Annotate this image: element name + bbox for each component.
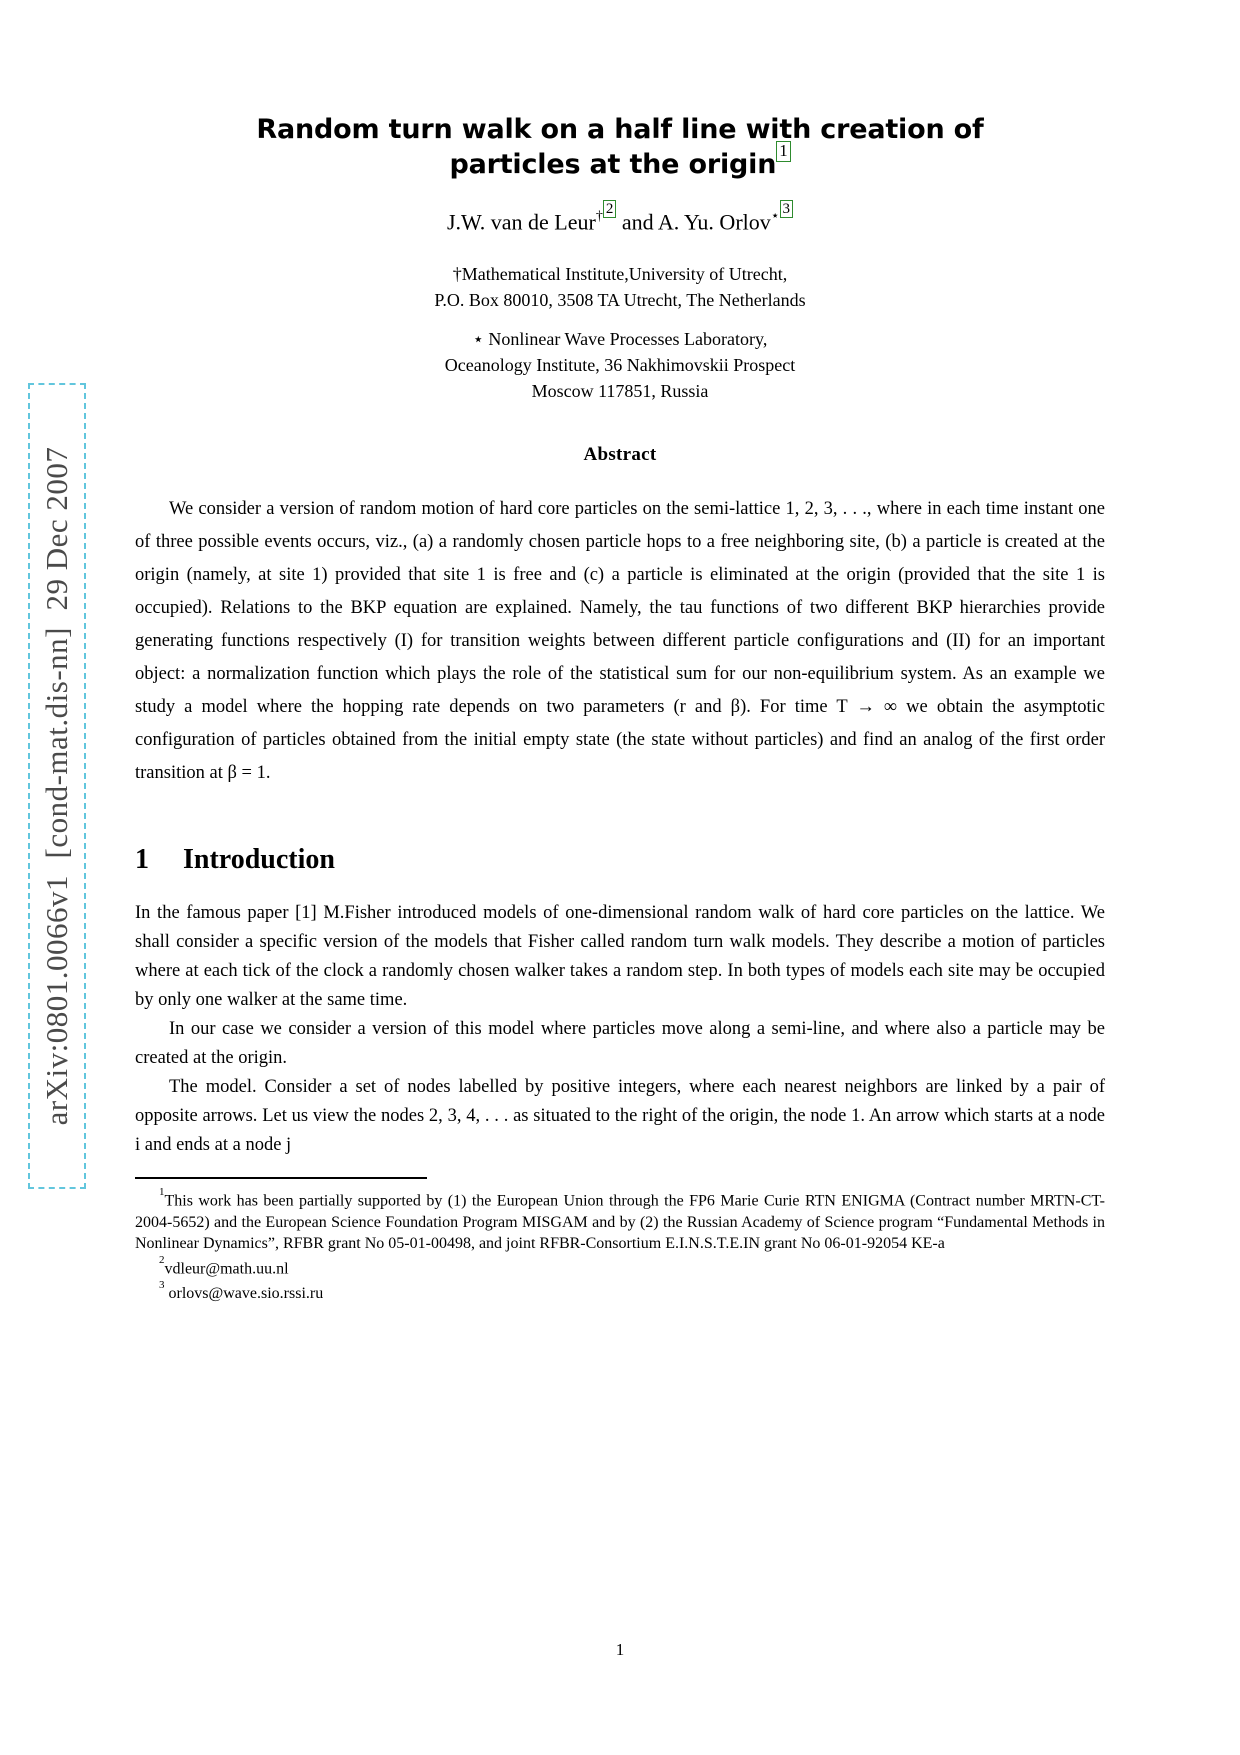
footnote-3-marker: 3 (159, 1279, 165, 1292)
footnote-1-text: This work has been partially supported by (1) the European Union through the FP6 Marie Curie RTN ENIGMA (Contract number MRTN-CT-2004-5652) and the European Science Foundation Program MISGAM and by (2) the Russian Academy of Science program “Fundamental Methods in Nonlinear Dynamics”, RFBR grant No 05-01-00498, and joint RFBR-Consortium E.I.N.S.T.E.IN grant No 06-01-92054 KE-a (135, 1192, 1105, 1252)
affiliation-1-line2: P.O. Box 80010, 3508 TA Utrecht, The Netherlands (434, 290, 806, 311)
author-2-name: A. Yu. Orlov (657, 209, 771, 235)
abstract-text: We consider a version of random motion of hard core particles on the semi-lattice 1, 2, 3, . . ., where in each time instant one of three possible events occurs, viz., (a) a randomly chosen particle hops to a free neighboring site, (b) a particle is created at the origin (namely, at site 1) provided that site 1 is free and (c) a particle is eliminated at the origin (provided that the site 1 is occupied). Relations to the BKP equation are explained. Namely, the tau functions of two different BKP hierarchies provide generating functions respectively (I) for transition weights between different particle configurations and (II) for an important object: a normalization function which plays the role of the statistical sum for our non-equilibrium system. As an example we study a model where the hopping rate depends on two parameters (r and β). For time T → ∞ we obtain the asymptotic configuration of particles obtained from the initial empty state (the state without particles) and find an analog of the first order transition at β = 1. (135, 499, 1105, 784)
section-number: 1 (135, 844, 149, 876)
section-heading-introduction (135, 844, 1105, 876)
author-2-footnote-link[interactable]: 3 (780, 200, 794, 219)
affiliation-1-line1: †Mathematical Institute,University of Utrecht, (452, 264, 788, 285)
authors-line (135, 200, 1105, 235)
arxiv-watermark-box (28, 383, 86, 1189)
paragraph-2: In our case we consider a version of this model where particles move along a semi-line, and where also a particle may be created at the origin. (135, 1019, 1105, 1069)
footnote-1-marker: 1 (159, 1186, 165, 1199)
author-2-affiliation-marker: ⋆ (770, 208, 780, 224)
affiliation-1 (135, 261, 1105, 313)
paragraph-3: The model. Consider a set of nodes labelled by positive integers, where each nearest neighbors are linked by a pair of opposite arrows. Let us view the nodes 2, 3, 4, . . . as situated to the right of the origin, the node 1. An arrow which starts at a node i and ends at a node j (135, 1077, 1105, 1156)
affiliation-2-line1: ⋆ Nonlinear Wave Processes Laboratory, (472, 329, 768, 350)
affiliation-2-line2: Oceanology Institute, 36 Nakhimovskii Prospect (444, 355, 796, 376)
paper-title-line1: Random turn walk on a half line with creation of (256, 114, 984, 145)
introduction-body (135, 899, 1105, 1160)
author-1-name: J.W. van de Leur (446, 209, 596, 235)
footnote-3-email: orlovs@wave.sio.rssi.ru (168, 1285, 324, 1303)
paper-title (135, 112, 1105, 182)
author-1-affiliation-marker: † (595, 208, 603, 224)
footnote-3 (135, 1279, 1105, 1304)
author-1-footnote-link[interactable]: 2 (603, 200, 617, 219)
arxiv-watermark-text: arXiv:0801.0066v1 [cond-mat.dis-nn] 29 Dec 2007 (39, 446, 74, 1126)
footnote-2 (135, 1254, 1105, 1279)
footnote-2-email: vdleur@math.uu.nl (164, 1259, 289, 1277)
abstract-heading: Abstract (583, 444, 657, 466)
authors-separator: and (616, 209, 658, 235)
footnote-2-marker: 2 (159, 1253, 165, 1266)
title-footnote-link[interactable]: 1 (776, 141, 790, 162)
paper-content (135, 0, 1105, 1304)
section-title: Introduction (183, 844, 335, 876)
footnote-rule (135, 1177, 427, 1179)
page-number: 1 (615, 1640, 625, 1659)
paper-title-line2: particles at the origin (449, 149, 777, 180)
affiliation-2-line3: Moscow 117851, Russia (531, 381, 709, 402)
footnote-1 (135, 1186, 1105, 1253)
paragraph-1: In the famous paper [1] M.Fisher introduced models of one-dimensional random walk of hard core particles on the lattice. We shall consider a specific version of the models that Fisher called random turn walk models. They describe a motion of particles where at each tick of the clock a randomly chosen walker takes a random step. In both types of models each site may be occupied by only one walker at the same time. (135, 903, 1105, 1011)
footnotes-block (135, 1186, 1105, 1304)
affiliation-2 (135, 326, 1105, 404)
